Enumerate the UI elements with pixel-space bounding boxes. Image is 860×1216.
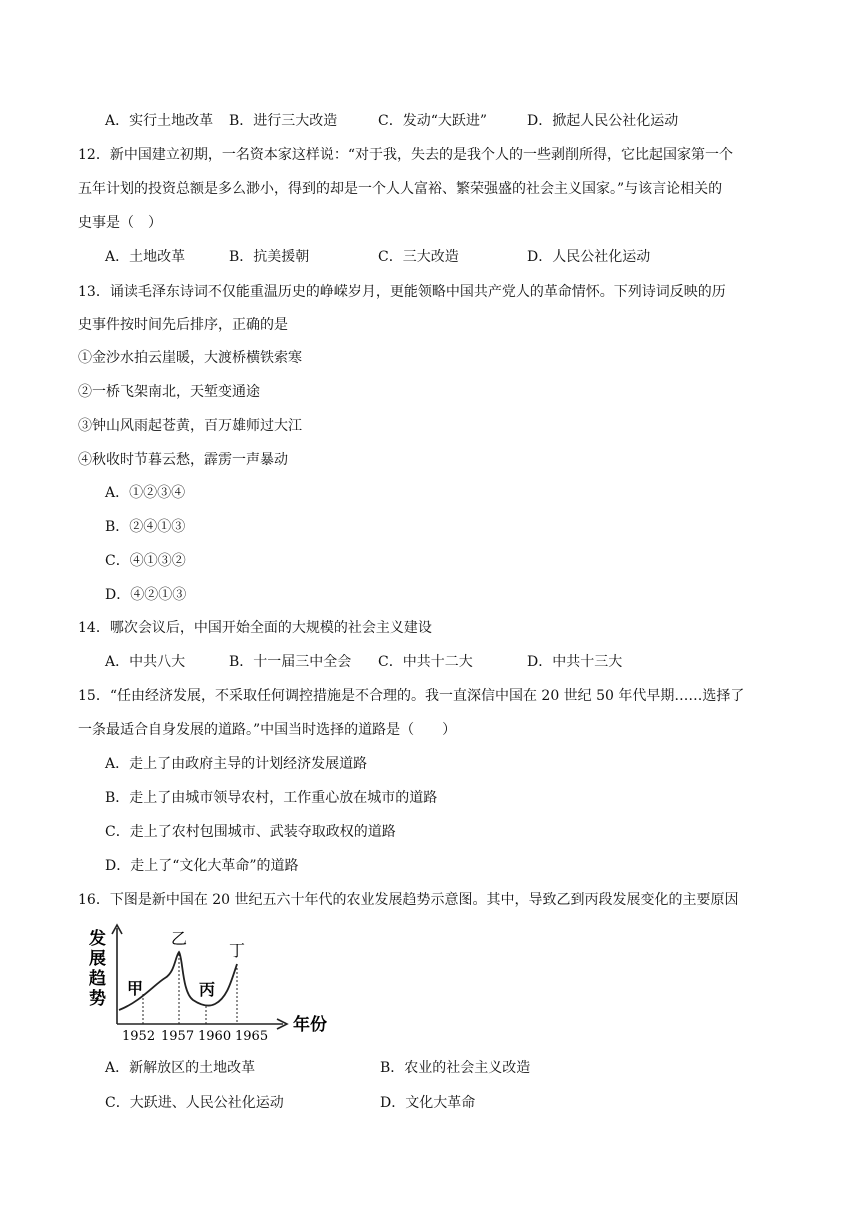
q13-stem-line-1: 13．诵读毛泽东诗词不仅能重温历史的峥嵘岁月，更能领略中国共产党人的革命情怀。下列诗词反映的历	[78, 284, 726, 300]
q13-item-3: ③钟山风雨起苍黄，百万雄师过大江	[78, 418, 302, 434]
q16-tick-1965: 1965	[235, 1029, 269, 1044]
q16-segment-jia: 甲	[127, 979, 144, 998]
q16-segment-yi: 乙	[171, 929, 188, 948]
q16-ylabel-char-1: 发	[89, 929, 106, 949]
q16-tick-1952: 1952	[122, 1029, 156, 1044]
q14-option-a[interactable]: A．中共八大	[105, 654, 186, 670]
q13-item-2: ②一桥飞架南北，天堑变通途	[78, 384, 260, 400]
q15-option-c[interactable]: C．走上了农村包围城市、武装夺取政权的道路	[105, 824, 396, 840]
q12-stem-line-1: 12．新中国建立初期，一名资本家这样说：“对于我，失去的是我个人的一些剥削所得，它比起国家第一个	[78, 147, 733, 163]
q16-ylabel-char-2: 展	[89, 949, 106, 969]
q13-stem-line-2: 史事件按时间先后排序，正确的是	[78, 317, 288, 333]
q15-stem-line-2: 一条最适合自身发展的道路。”中国当时选择的道路是（ ）	[78, 722, 457, 738]
q16-tick-1960: 1960	[198, 1029, 232, 1044]
q16-option-d[interactable]: D．文化大革命	[380, 1095, 476, 1111]
q16-option-a[interactable]: A．新解放区的土地改革	[105, 1060, 256, 1076]
q11-option-c[interactable]: C．发动“大跃进”	[378, 113, 488, 129]
q16-ylabel-char-4: 势	[89, 989, 106, 1009]
q16-option-b[interactable]: B．农业的社会主义改造	[380, 1060, 531, 1076]
q13-item-1: ①金沙水拍云崖暖，大渡桥横铁索寒	[78, 350, 302, 366]
q13-option-d[interactable]: D．④②①③	[105, 587, 187, 603]
q14-option-d[interactable]: D．中共十三大	[527, 654, 623, 670]
q12-option-c[interactable]: C．三大改造	[378, 249, 459, 265]
q13-item-4: ④秋收时节暮云愁，霹雳一声暴动	[78, 452, 288, 468]
q14-stem-line-1: 14．哪次会议后，中国开始全面的大规模的社会主义建设	[78, 620, 432, 636]
q12-option-d[interactable]: D．人民公社化运动	[527, 249, 651, 265]
q14-option-c[interactable]: C．中共十二大	[378, 654, 473, 670]
q13-option-b[interactable]: B．②④①③	[105, 519, 186, 535]
q16-segment-ding: 丁	[229, 941, 246, 960]
q15-option-b[interactable]: B．走上了由城市领导农村，工作重心放在城市的道路	[105, 790, 438, 806]
q11-option-d[interactable]: D．掀起人民公社化运动	[527, 113, 679, 129]
q16-trend-figure	[85, 922, 335, 1044]
q13-option-c[interactable]: C．④①③②	[105, 553, 186, 569]
q12-stem-line-3: 史事是（ ）	[78, 215, 162, 231]
q12-option-b[interactable]: B．抗美援朝	[229, 249, 310, 265]
q16-segment-bing: 丙	[199, 980, 216, 999]
q15-stem-line-1: 15．“任由经济发展，不采取任何调控措施是不合理的。我一直深信中国在 20 世纪 50 年代早期……选择了	[78, 688, 745, 704]
q13-option-a[interactable]: A．①②③④	[105, 485, 186, 501]
q15-option-a[interactable]: A．走上了由政府主导的计划经济发展道路	[105, 756, 368, 772]
q12-option-a[interactable]: A．土地改革	[105, 249, 186, 265]
q16-xlabel: 年份	[293, 1015, 327, 1035]
q16-stem-line-1: 16．下图是新中国在 20 世纪五六十年代的农业发展趋势示意图。其中，导致乙到丙段发展变化的主要原因	[78, 892, 739, 908]
q16-option-c[interactable]: C．大跃进、人民公社化运动	[105, 1095, 284, 1111]
q16-ylabel-char-3: 趋	[89, 969, 106, 989]
q16-tick-1957: 1957	[161, 1029, 195, 1044]
q12-stem-line-2: 五年计划的投资总额是多么渺小，得到的却是一个人人富裕、繁荣强盛的社会主义国家。”与该言论相关的	[78, 181, 723, 197]
q11-option-a[interactable]: A．实行土地改革	[105, 113, 214, 129]
q15-option-d[interactable]: D．走上了“文化大革命”的道路	[105, 858, 299, 874]
q11-option-b[interactable]: B．进行三大改造	[229, 113, 338, 129]
q14-option-b[interactable]: B．十一届三中全会	[229, 654, 352, 670]
